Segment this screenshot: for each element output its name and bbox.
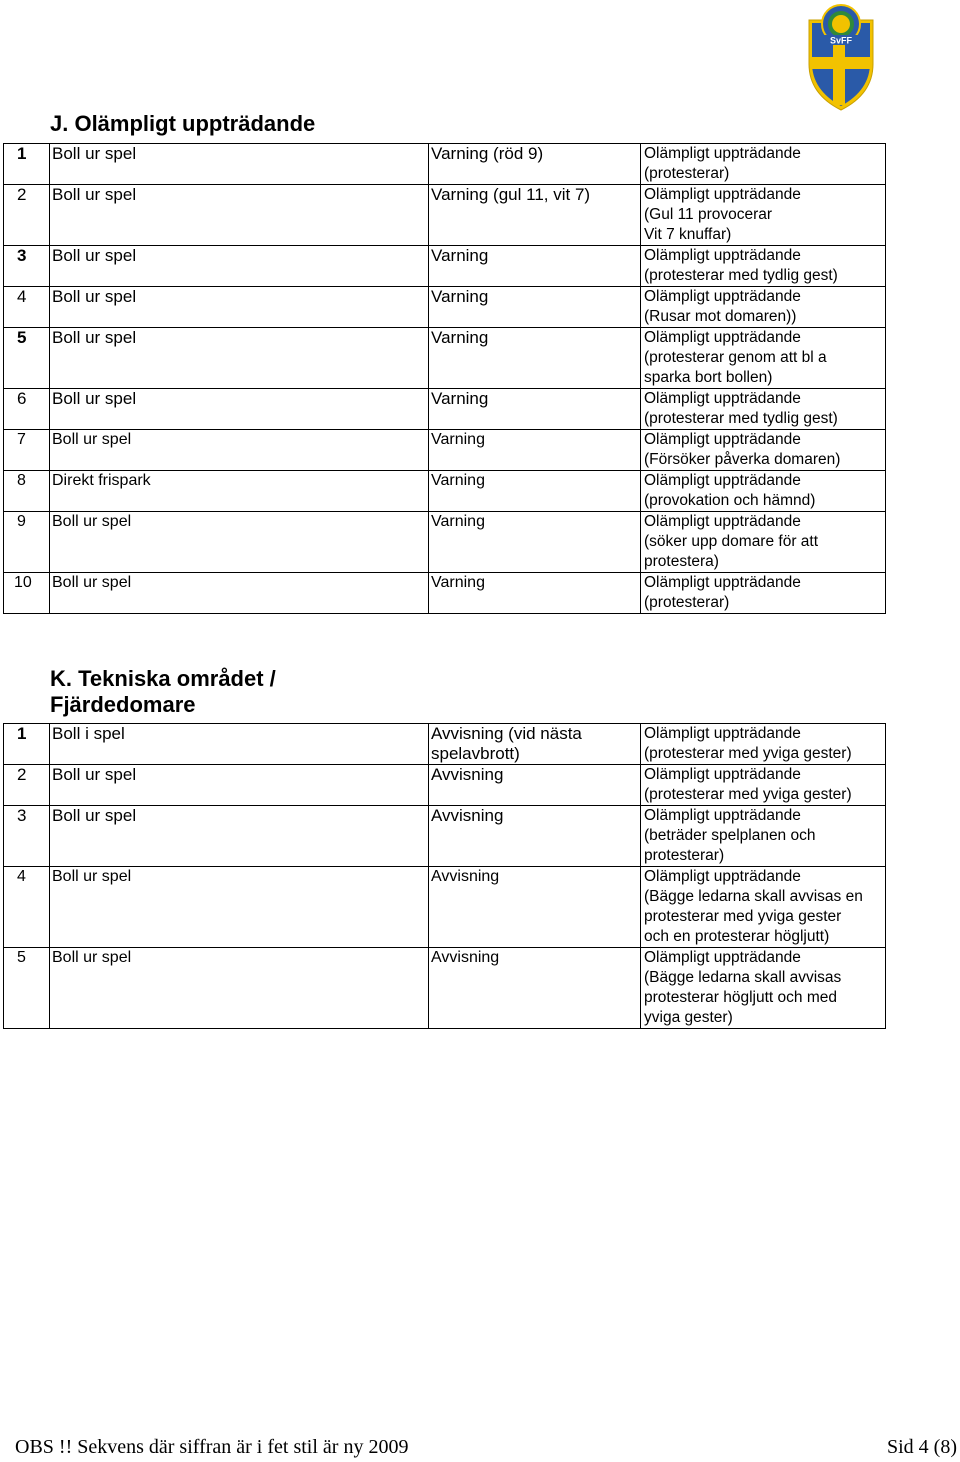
situation-cell: Boll ur spel bbox=[50, 948, 429, 1029]
reason-cell bbox=[641, 246, 886, 287]
reason-cell bbox=[641, 512, 886, 573]
reason-line: Olämpligt uppträdande bbox=[644, 247, 801, 264]
reason-cell bbox=[641, 867, 886, 948]
row-number bbox=[4, 144, 50, 185]
penalty-cell: Varning bbox=[429, 471, 641, 512]
row-number-text: 4 bbox=[17, 868, 26, 885]
reason-line: Olämpligt uppträdande bbox=[644, 868, 801, 885]
situation-cell: Boll ur spel bbox=[50, 287, 429, 328]
reason-line: (Bägge ledarna skall avvisas bbox=[644, 969, 842, 986]
reason-line: Olämpligt uppträdande bbox=[644, 288, 801, 305]
row-number bbox=[4, 471, 50, 512]
row-number bbox=[4, 328, 50, 389]
reason-line: (beträder spelplanen och bbox=[644, 827, 816, 844]
reason-cell bbox=[641, 389, 886, 430]
penalty-cell: Varning (röd 9) bbox=[429, 144, 641, 185]
penalty-cell: Varning bbox=[429, 246, 641, 287]
situation-cell: Boll ur spel bbox=[50, 430, 429, 471]
reason-line: (provokation och hämnd) bbox=[644, 492, 816, 509]
reason-line: (Försöker påverka domaren) bbox=[644, 451, 841, 468]
reason-line: Olämpligt uppträdande bbox=[644, 186, 801, 203]
row-number bbox=[4, 867, 50, 948]
row-number-text: 10 bbox=[14, 574, 32, 591]
table-row bbox=[4, 471, 886, 512]
reason-cell bbox=[641, 724, 886, 765]
row-number-text: 6 bbox=[17, 389, 27, 408]
reason-cell bbox=[641, 144, 886, 185]
penalty-cell: Varning bbox=[429, 328, 641, 389]
reason-line: (protesterar) bbox=[644, 594, 730, 611]
section-title-j: J. Olämpligt uppträdande bbox=[50, 111, 316, 136]
situation-cell: Boll ur spel bbox=[50, 144, 429, 185]
table-row bbox=[4, 724, 886, 765]
reason-line: protesterar med yviga gester bbox=[644, 908, 842, 925]
reason-line: Olämpligt uppträdande bbox=[644, 145, 801, 162]
row-number-text: 2 bbox=[17, 185, 27, 204]
row-number-text: 3 bbox=[17, 246, 27, 265]
reason-line: (Rusar mot domaren)) bbox=[644, 308, 797, 325]
situation-cell: Boll i spel bbox=[50, 724, 429, 765]
section-title-k-line2: Fjärdedomare bbox=[50, 692, 196, 717]
reason-line: Olämpligt uppträdande bbox=[644, 390, 801, 407]
penalty-cell: Avvisning bbox=[429, 948, 641, 1029]
page-number: Sid 4 (8) bbox=[887, 1436, 957, 1458]
table-row bbox=[4, 512, 886, 573]
reason-line: Olämpligt uppträdande bbox=[644, 329, 801, 346]
reason-cell bbox=[641, 287, 886, 328]
section-title-k bbox=[50, 666, 276, 718]
reason-cell bbox=[641, 806, 886, 867]
table-row bbox=[4, 573, 886, 614]
row-number-text: 3 bbox=[17, 806, 27, 825]
row-number bbox=[4, 765, 50, 806]
reason-line: Olämpligt uppträdande bbox=[644, 574, 801, 591]
table-row bbox=[4, 430, 886, 471]
reason-cell bbox=[641, 471, 886, 512]
situation-cell: Boll ur spel bbox=[50, 512, 429, 573]
row-number-text: 7 bbox=[17, 431, 26, 448]
situation-cell: Boll ur spel bbox=[50, 246, 429, 287]
situation-cell: Boll ur spel bbox=[50, 185, 429, 246]
reason-line: Olämpligt uppträdande bbox=[644, 725, 801, 742]
row-number bbox=[4, 512, 50, 573]
table-row bbox=[4, 144, 886, 185]
row-number-text: 5 bbox=[17, 328, 27, 347]
situation-cell: Boll ur spel bbox=[50, 806, 429, 867]
svff-logo bbox=[806, 2, 876, 112]
table-row bbox=[4, 806, 886, 867]
reason-line: Olämpligt uppträdande bbox=[644, 807, 801, 824]
row-number bbox=[4, 287, 50, 328]
row-number bbox=[4, 430, 50, 471]
reason-line: Olämpligt uppträdande bbox=[644, 766, 801, 783]
reason-cell bbox=[641, 328, 886, 389]
table-row bbox=[4, 867, 886, 948]
table-row bbox=[4, 328, 886, 389]
penalty-cell: Avvisning bbox=[429, 765, 641, 806]
row-number bbox=[4, 246, 50, 287]
reason-line: Vit 7 knuffar) bbox=[644, 226, 732, 243]
situation-cell: Direkt frispark bbox=[50, 471, 429, 512]
row-number bbox=[4, 724, 50, 765]
row-number-text: 9 bbox=[17, 513, 26, 530]
penalty-cell: Varning bbox=[429, 573, 641, 614]
reason-line: (protesterar med tydlig gest) bbox=[644, 410, 838, 427]
table-row bbox=[4, 765, 886, 806]
table-olampligt-upptradande bbox=[3, 143, 886, 614]
reason-line: och en protesterar högljutt) bbox=[644, 928, 830, 945]
reason-line: (protesterar med yviga gester) bbox=[644, 745, 852, 762]
reason-line: (protesterar genom att bl a bbox=[644, 349, 827, 366]
row-number bbox=[4, 185, 50, 246]
reason-line: (söker upp domare för att bbox=[644, 533, 819, 550]
situation-cell: Boll ur spel bbox=[50, 328, 429, 389]
reason-line: (protesterar med yviga gester) bbox=[644, 786, 852, 803]
penalty-cell: Avvisning (vid nästa spelavbrott) bbox=[429, 724, 641, 765]
reason-line: Olämpligt uppträdande bbox=[644, 472, 801, 489]
table-row bbox=[4, 246, 886, 287]
situation-cell: Boll ur spel bbox=[50, 389, 429, 430]
reason-cell bbox=[641, 573, 886, 614]
section-title-k-line1: K. Tekniska området / bbox=[50, 666, 276, 691]
row-number-text: 1 bbox=[17, 724, 27, 743]
reason-line: Olämpligt uppträdande bbox=[644, 949, 801, 966]
penalty-cell: Varning bbox=[429, 512, 641, 573]
table-row bbox=[4, 389, 886, 430]
row-number bbox=[4, 948, 50, 1029]
reason-line: Olämpligt uppträdande bbox=[644, 431, 801, 448]
reason-line: (protesterar) bbox=[644, 165, 730, 182]
penalty-cell: Varning bbox=[429, 389, 641, 430]
reason-line: sparka bort bollen) bbox=[644, 369, 773, 386]
situation-cell: Boll ur spel bbox=[50, 867, 429, 948]
reason-line: (protesterar med tydlig gest) bbox=[644, 267, 838, 284]
table-row bbox=[4, 948, 886, 1029]
footer-note: OBS !! Sekvens där siffran är i fet stil är ny 2009 bbox=[15, 1436, 409, 1458]
reason-cell bbox=[641, 948, 886, 1029]
page-footer bbox=[15, 1435, 960, 1459]
row-number-text: 8 bbox=[17, 472, 26, 489]
row-number bbox=[4, 573, 50, 614]
row-number bbox=[4, 806, 50, 867]
row-number-text: 2 bbox=[17, 765, 27, 784]
penalty-cell: Avvisning bbox=[429, 867, 641, 948]
situation-cell: Boll ur spel bbox=[50, 573, 429, 614]
reason-line: Olämpligt uppträdande bbox=[644, 513, 801, 530]
penalty-cell: Avvisning bbox=[429, 806, 641, 867]
reason-line: protesterar) bbox=[644, 847, 725, 864]
penalty-cell: Varning bbox=[429, 287, 641, 328]
reason-cell bbox=[641, 765, 886, 806]
row-number-text: 1 bbox=[17, 144, 27, 163]
reason-line: protestera) bbox=[644, 553, 719, 570]
table-tekniska-omradet bbox=[3, 723, 886, 1029]
situation-cell: Boll ur spel bbox=[50, 765, 429, 806]
table-row bbox=[4, 287, 886, 328]
penalty-cell: Varning bbox=[429, 430, 641, 471]
row-number-text: 4 bbox=[17, 287, 27, 306]
reason-line: yviga gester) bbox=[644, 1009, 733, 1026]
row-number bbox=[4, 389, 50, 430]
reason-line: (Bägge ledarna skall avvisas en bbox=[644, 888, 863, 905]
reason-cell bbox=[641, 185, 886, 246]
reason-line: protesterar högljutt och med bbox=[644, 989, 837, 1006]
row-number-text: 5 bbox=[17, 949, 26, 966]
logo-text: SvFF bbox=[829, 35, 853, 46]
penalty-cell: Varning (gul 11, vit 7) bbox=[429, 185, 641, 246]
reason-cell bbox=[641, 430, 886, 471]
reason-line: (Gul 11 provocerar bbox=[644, 206, 773, 223]
table-row bbox=[4, 185, 886, 246]
